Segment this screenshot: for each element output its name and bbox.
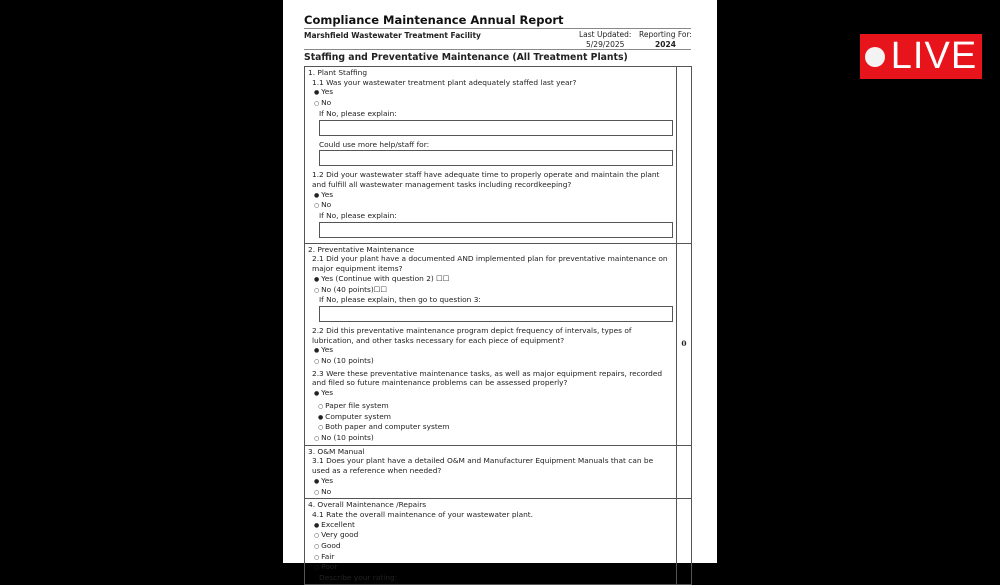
reporting-for-label: Reporting For:	[639, 30, 692, 39]
radio-unselected-icon[interactable]: ○	[314, 553, 322, 561]
score-cell	[677, 67, 691, 243]
option-label: No	[321, 98, 332, 108]
section-row	[305, 67, 691, 243]
radio-option[interactable]	[308, 530, 673, 541]
last-updated	[579, 30, 631, 50]
question-text: 2.2 Did this preventative maintenance program depict frequency of intervals, types of lubrication, and other tasks necessary for each piece of equipment?	[312, 325, 632, 345]
option-label: No (40 points)☐☐	[321, 284, 388, 294]
option-label: Paper file system	[325, 400, 389, 410]
field-label: If No, please explain:	[319, 108, 397, 118]
score-cell	[677, 446, 691, 499]
radio-option[interactable]	[308, 520, 673, 531]
radio-unselected-icon[interactable]: ○	[314, 434, 322, 442]
explain-textbox[interactable]	[319, 120, 673, 136]
facility-name: Marshfield Wastewater Treatment Facility	[304, 31, 481, 40]
radio-selected-icon[interactable]: ●	[314, 477, 322, 485]
option-label: Fair	[321, 551, 335, 561]
radio-unselected-icon[interactable]: ○	[314, 100, 322, 108]
score-cell	[677, 499, 691, 584]
radio-option[interactable]	[308, 285, 673, 296]
option-label: Good	[321, 541, 341, 551]
question-text: 4.1 Rate the overall maintenance of your wastewater plant.	[312, 509, 534, 519]
option-label: Very good	[321, 530, 359, 540]
field-label: If No, please explain, then go to question 3:	[319, 295, 481, 305]
radio-unselected-icon[interactable]: ○	[314, 488, 322, 496]
radio-selected-icon[interactable]: ●	[318, 413, 326, 421]
radio-unselected-icon[interactable]: ○	[318, 402, 326, 410]
radio-option[interactable]	[308, 412, 673, 423]
radio-selected-icon[interactable]: ●	[314, 347, 322, 355]
section-content	[305, 244, 677, 445]
report-page	[283, 0, 717, 583]
explain-textbox[interactable]	[319, 150, 673, 166]
field-label: Describe your rating:	[319, 573, 398, 583]
option-label: No (10 points)	[321, 432, 374, 442]
option-label: No (10 points)	[321, 356, 374, 366]
option-label: Yes	[321, 87, 334, 97]
section-heading: 2. Preventative Maintenance	[308, 244, 414, 254]
last-updated-value: 5/29/2025	[586, 40, 625, 49]
option-label: Yes	[321, 345, 334, 355]
question-text: 3.1 Does your plant have a detailed O&M and Manufacturer Equipment Manuals that can be used as a reference when needed?	[312, 456, 654, 476]
question-text: 1.1 Was your wastewater treatment plant adequately staffed last year?	[312, 77, 577, 87]
reporting-for-value: 2024	[655, 40, 676, 49]
radio-unselected-icon[interactable]: ○	[314, 286, 322, 294]
radio-option[interactable]	[308, 190, 673, 201]
divider	[304, 49, 691, 50]
radio-unselected-icon[interactable]: ○	[318, 424, 326, 432]
radio-option[interactable]	[308, 200, 673, 211]
section-content	[305, 67, 677, 243]
radio-unselected-icon[interactable]: ○	[314, 358, 322, 366]
section-row	[305, 445, 691, 499]
radio-selected-icon[interactable]: ●	[314, 191, 322, 199]
option-label: No	[321, 200, 332, 210]
radio-unselected-icon[interactable]: ○	[314, 543, 322, 551]
option-label: Excellent	[321, 519, 355, 529]
radio-option[interactable]	[308, 562, 673, 573]
divider	[304, 28, 691, 29]
option-label: Yes	[321, 475, 334, 485]
radio-option[interactable]	[308, 345, 673, 356]
option-label: No	[321, 486, 332, 496]
radio-option[interactable]	[308, 356, 673, 367]
last-updated-label: Last Updated:	[579, 30, 632, 39]
radio-option[interactable]	[308, 87, 673, 98]
radio-selected-icon[interactable]: ●	[314, 521, 322, 529]
radio-selected-icon[interactable]: ●	[314, 89, 322, 97]
option-label: Both paper and computer system	[325, 422, 450, 432]
option-label: Yes (Continue with question 2) ☐☐	[321, 273, 450, 283]
radio-unselected-icon[interactable]: ○	[314, 202, 322, 210]
radio-option[interactable]	[308, 476, 673, 487]
explain-textbox[interactable]	[319, 222, 673, 238]
section-heading: 4. Overall Maintenance /Repairs	[308, 500, 427, 510]
question-text: 1.2 Did your wastewater staff have adequate time to properly operate and maintain the plant and fulfill all wastewater management tasks including recordkeeping?	[312, 170, 660, 189]
radio-option[interactable]	[308, 433, 673, 444]
option-label: Poor	[321, 562, 338, 572]
section-content	[305, 499, 677, 584]
radio-option[interactable]	[308, 487, 673, 498]
explain-textbox[interactable]	[319, 306, 673, 322]
section-row	[305, 243, 691, 445]
radio-option[interactable]	[308, 401, 673, 412]
option-label: Computer system	[325, 411, 391, 421]
live-label: LIVE	[890, 35, 978, 77]
report-title: Compliance Maintenance Annual Report	[304, 13, 564, 27]
option-label: Yes	[321, 388, 334, 398]
radio-selected-icon[interactable]: ●	[314, 390, 322, 398]
radio-option[interactable]	[308, 98, 673, 109]
reporting-for	[639, 30, 692, 50]
field-label: If No, please explain:	[319, 211, 397, 221]
radio-unselected-icon[interactable]: ○	[314, 532, 322, 540]
question-text: 2.3 Were these preventative maintenance tasks, as well as major equipment repairs, recorded and filed so future maintenance problems can be assessed properly?	[312, 368, 663, 388]
radio-option[interactable]	[308, 274, 673, 285]
section-title: Staffing and Preventative Maintenance (All Treatment Plants)	[304, 52, 628, 63]
section-content	[305, 446, 677, 499]
radio-selected-icon[interactable]: ●	[314, 275, 322, 283]
questionnaire-table	[304, 66, 692, 585]
score-cell: 0	[681, 339, 687, 349]
record-dot-icon	[865, 47, 885, 67]
section-heading: 1. Plant Staffing	[308, 68, 368, 77]
radio-option[interactable]	[308, 552, 673, 563]
section-heading: 3. O&M Manual	[308, 446, 365, 456]
radio-unselected-icon[interactable]: ○	[314, 564, 322, 572]
radio-option[interactable]	[308, 388, 673, 399]
field-label: Could use more help/staff for:	[319, 139, 430, 149]
radio-option[interactable]	[308, 422, 673, 433]
section-row	[305, 498, 691, 584]
option-label: Yes	[321, 189, 334, 199]
question-text: 2.1 Did your plant have a documented AND implemented plan for preventative maintenance on major equipment items?	[312, 254, 668, 274]
radio-option[interactable]	[308, 541, 673, 552]
live-badge	[860, 34, 982, 79]
